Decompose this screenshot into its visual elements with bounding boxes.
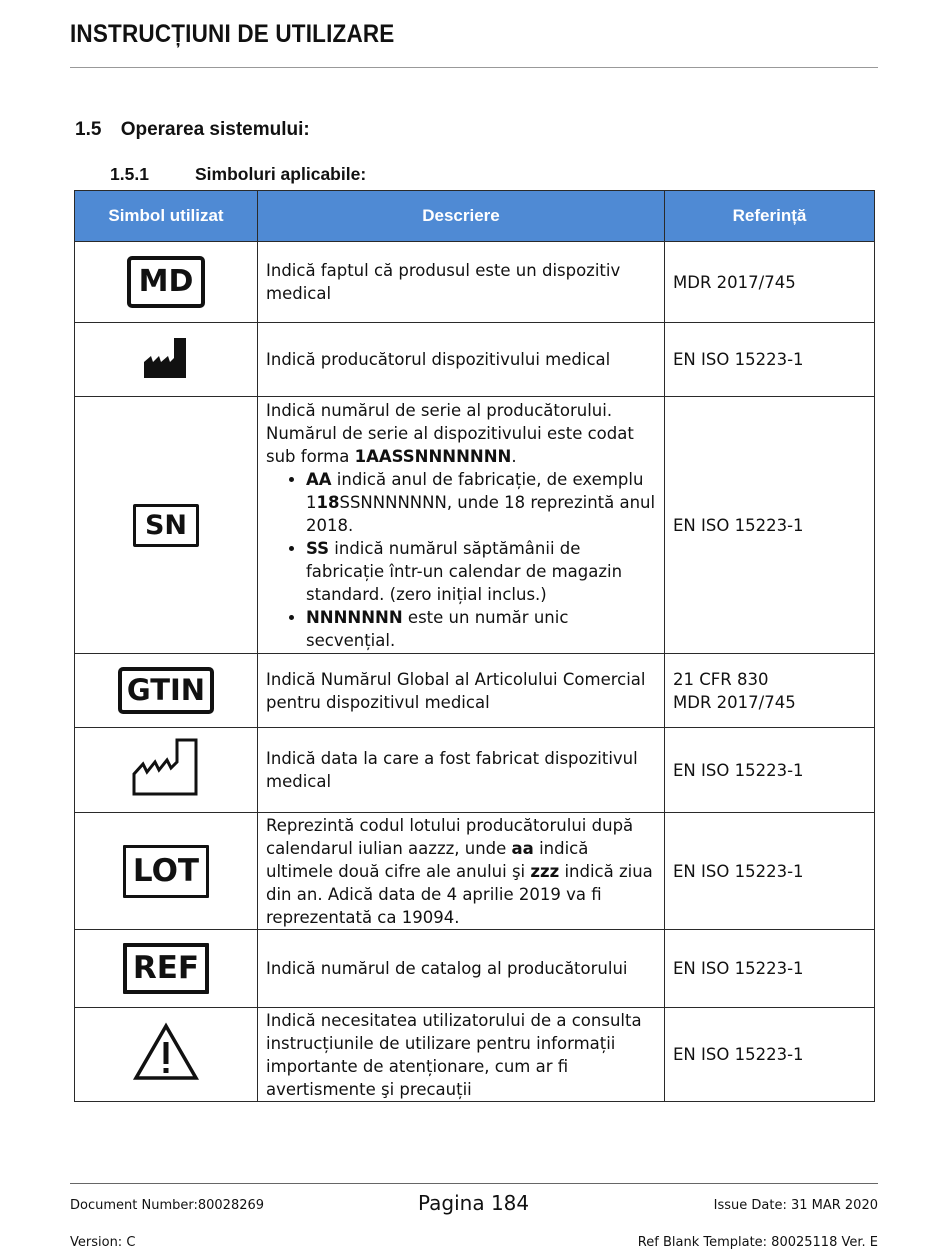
- section-heading: [75, 119, 310, 141]
- bullet-term: SS: [306, 538, 330, 558]
- description-cell: Indică producătorul dispozitivului medical: [258, 323, 665, 397]
- reference-cell: EN ISO 15223-1: [665, 813, 875, 930]
- page-header-title: INSTRUCȚIUNI DE UTILIZARE: [70, 20, 395, 48]
- description-cell: Indică Numărul Global al Articolului Comercial pentru dispozitivul medical: [258, 654, 665, 728]
- header-divider: [70, 67, 878, 68]
- gtin-icon: GTIN: [118, 667, 214, 714]
- table-row: [75, 242, 875, 323]
- bullet-text: indică anul de fabricație, de exemplu 1: [306, 469, 644, 512]
- subsection-number: 1.5.1: [110, 164, 149, 184]
- subsection-heading: [110, 164, 366, 185]
- column-header-description: Descriere: [258, 191, 665, 242]
- date-of-manufacture-icon: [131, 736, 201, 798]
- symbol-cell: [75, 930, 258, 1008]
- serial-number-icon: SN: [133, 504, 199, 547]
- ref-catalog-icon: REF: [123, 943, 209, 994]
- table-row: [75, 323, 875, 397]
- serial-format: 1AASSNNNNNNN: [354, 446, 512, 466]
- description-cell: [258, 397, 665, 654]
- lot-description-part: Reprezintă codul lotului producătorului după calendarul iulian aazzz, unde: [266, 815, 634, 858]
- bullet-text: SSNNNNNNN, unde 18 reprezintă anul 2018.: [306, 492, 656, 535]
- reference-cell: MDR 2017/745: [665, 242, 875, 323]
- bullet-term: AA: [306, 469, 332, 489]
- reference-cell: EN ISO 15223-1: [665, 397, 875, 654]
- reference-cell: EN ISO 15223-1: [665, 323, 875, 397]
- column-header-symbol: Simbol utilizat: [75, 191, 258, 242]
- symbol-cell: [75, 813, 258, 930]
- serial-bullet-list: [266, 468, 656, 652]
- table-row: [75, 930, 875, 1008]
- table-header-row: [75, 191, 875, 242]
- caution-warning-icon: [132, 1022, 200, 1082]
- lot-description-part: indică ultimele două cifre ale anului şi: [266, 838, 589, 881]
- footer-divider: [70, 1183, 878, 1184]
- reference-cell: [665, 654, 875, 728]
- table-row: [75, 397, 875, 654]
- symbol-cell: [75, 242, 258, 323]
- table-row: [75, 813, 875, 930]
- footer-issue-date: Issue Date: 31 MAR 2020: [713, 1198, 878, 1213]
- description-cell: Indică data la care a fost fabricat dispozitivul medical: [258, 728, 665, 813]
- manufacturer-icon: [142, 334, 190, 380]
- footer-document-number: Document Number:80028269: [70, 1198, 265, 1213]
- list-item: [306, 606, 656, 652]
- list-item: [306, 468, 656, 537]
- symbol-cell: [75, 728, 258, 813]
- subsection-title: Simboluri aplicabile:: [195, 164, 367, 184]
- symbols-table: [74, 190, 875, 1102]
- reference-cell: EN ISO 15223-1: [665, 1008, 875, 1102]
- reference-cell: EN ISO 15223-1: [665, 930, 875, 1008]
- description-cell: Indică faptul că produsul este un dispozitiv medical: [258, 242, 665, 323]
- symbol-cell: [75, 654, 258, 728]
- serial-description-intro: Indică numărul de serie al producătorului. Numărul de serie al dispozitivului este codat sub forma: [266, 400, 634, 466]
- description-cell: [258, 813, 665, 930]
- table-row: [75, 1008, 875, 1102]
- column-header-reference: Referință: [665, 191, 875, 242]
- symbol-cell: [75, 397, 258, 654]
- bullet-term: 18: [316, 492, 340, 512]
- bullet-text: este un număr unic secvențial.: [306, 607, 569, 650]
- serial-description-end: .: [511, 446, 517, 466]
- reference-cell: EN ISO 15223-1: [665, 728, 875, 813]
- lot-term: aa: [511, 838, 534, 858]
- description-cell: Indică numărul de catalog al producătorului: [258, 930, 665, 1008]
- reference-line: 21 CFR 830: [673, 669, 769, 689]
- footer-template: Ref Blank Template: 80025118 Ver. E: [637, 1235, 878, 1250]
- symbol-cell: [75, 323, 258, 397]
- footer-version: Version: C: [70, 1235, 136, 1250]
- bullet-text: indică numărul săptămânii de fabricație într-un calendar de magazin standard. (zero inițial inclus.): [306, 538, 623, 604]
- md-medical-device-icon: MD: [127, 256, 206, 308]
- description-cell: Indică necesitatea utilizatorului de a consulta instrucțiunile de utilizare pentru informații importante de atenționare, cum ar fi avertismente şi precauții: [258, 1008, 665, 1102]
- bullet-term: NNNNNNN: [306, 607, 403, 627]
- list-item: [306, 537, 656, 606]
- lot-description-part: indică ziua din an. Adică data de 4 aprilie 2019 va fi reprezentată ca 19094.: [266, 861, 653, 927]
- table-row: [75, 728, 875, 813]
- reference-line: MDR 2017/745: [673, 692, 796, 712]
- table-row: [75, 654, 875, 728]
- lot-term: zzz: [530, 861, 560, 881]
- symbol-cell: [75, 1008, 258, 1102]
- section-number: 1.5: [75, 119, 102, 140]
- footer-page-number: Pagina 184: [418, 1191, 530, 1215]
- lot-icon: LOT: [123, 845, 209, 898]
- section-title: Operarea sistemului:: [120, 119, 310, 140]
